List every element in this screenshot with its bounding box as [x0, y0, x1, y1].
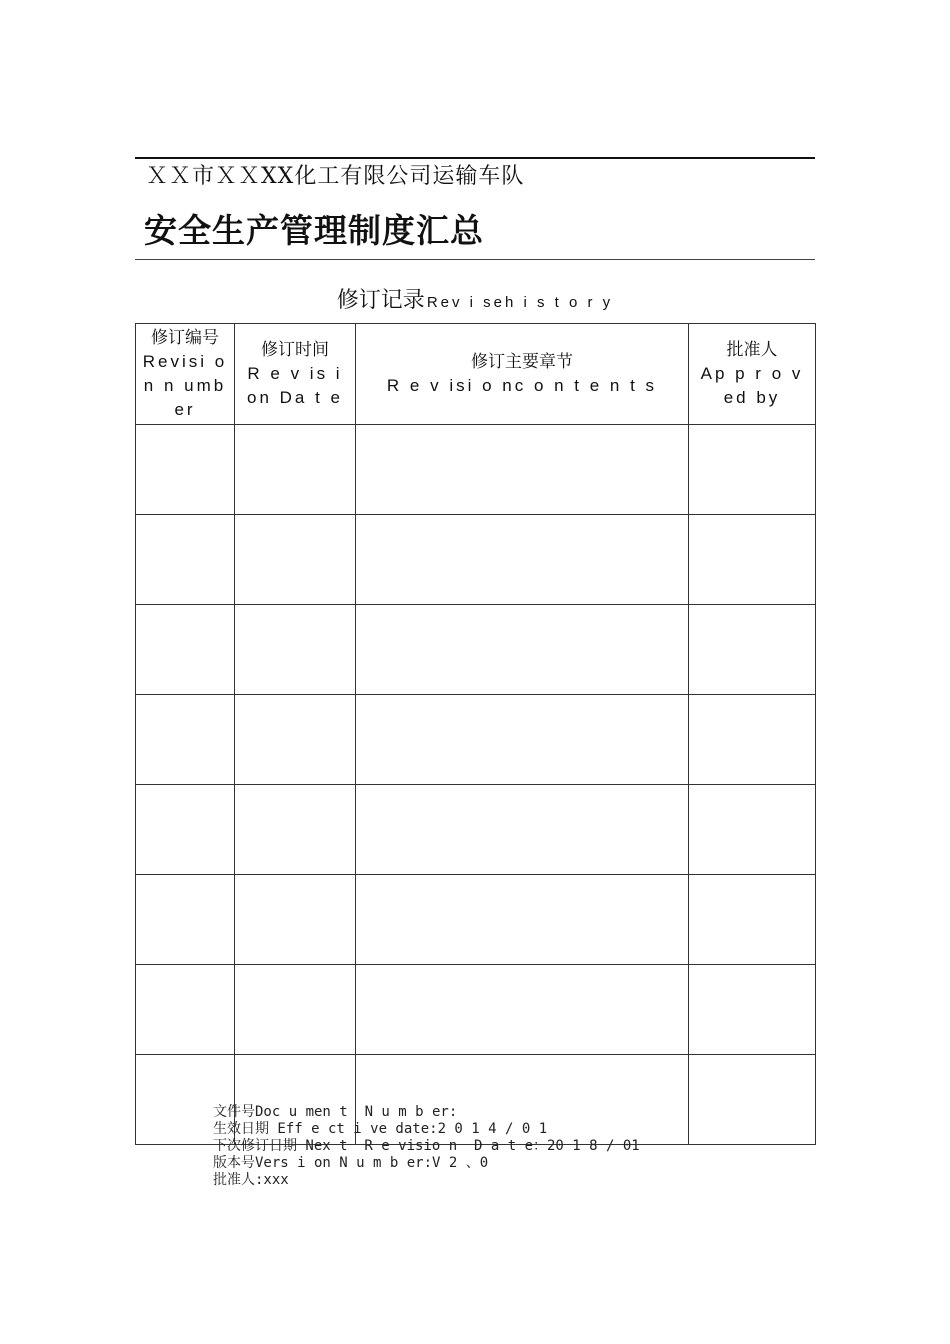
table-cell — [235, 695, 356, 785]
table-cell — [136, 425, 235, 515]
header-approved-by-cn: 批准人 — [726, 340, 778, 360]
header-revision-contents — [356, 324, 689, 425]
header-revision-contents-cn: 修订主要章节 — [471, 352, 573, 372]
table-row — [136, 875, 816, 965]
table-cell — [689, 965, 816, 1055]
table-cell — [689, 695, 816, 785]
table-cell — [136, 965, 235, 1055]
table-row — [136, 425, 816, 515]
table-cell — [136, 785, 235, 875]
header-revision-date-en: R e v is i on Da t e — [247, 364, 343, 407]
document-info-block — [213, 1104, 640, 1189]
header-revision-date-cn: 修订时间 — [261, 340, 329, 360]
table-row — [136, 785, 816, 875]
header-approved-by — [689, 324, 816, 425]
effective-date-line: 生效日期 Eff e ct i ve date:2 0 1 4 / 0 1 — [213, 1121, 548, 1137]
table-cell — [689, 1055, 816, 1145]
table-cell — [689, 875, 816, 965]
header-revision-number — [136, 324, 235, 425]
table-cell — [356, 515, 689, 605]
table-cell — [356, 425, 689, 515]
header-approved-by-en: Ap p r o v ed by — [700, 364, 804, 407]
table-cell — [356, 695, 689, 785]
table-cell — [136, 605, 235, 695]
table-row — [136, 965, 816, 1055]
table-cell — [689, 605, 816, 695]
table-row — [136, 695, 816, 785]
header-revision-contents-en: R e v isi o nc o n t e n t s — [386, 376, 658, 395]
table-cell — [356, 785, 689, 875]
document-title: 安全生产管理制度汇总 — [144, 211, 484, 250]
table-row — [136, 605, 816, 695]
table-cell — [235, 965, 356, 1055]
table-cell — [235, 875, 356, 965]
revision-heading-en: Rev i seh i s t o r y — [426, 294, 614, 311]
table-cell — [689, 515, 816, 605]
revision-table — [135, 323, 816, 1145]
table-cell — [689, 785, 816, 875]
document-number-line: 文件号Doc u men t N u m b er: — [213, 1104, 458, 1120]
revision-heading-cn: 修订记录 — [336, 288, 425, 313]
table-cell — [356, 875, 689, 965]
next-revision-date-line: 下次修订日期 Nex t R e visio n D a t e：20 1 8 / 01 — [213, 1138, 640, 1154]
version-number-line: 版本号Vers i on N u m b er:V 2 、0 — [213, 1155, 489, 1171]
header-bottom-rule — [135, 259, 815, 260]
table-cell — [689, 425, 816, 515]
table-cell — [235, 515, 356, 605]
table-cell — [356, 605, 689, 695]
table-cell — [235, 605, 356, 695]
revision-history-heading — [0, 283, 950, 314]
company-name: ＸＸ市ＸＸXX化工有限公司运输车队 — [146, 164, 525, 189]
table-cell — [136, 515, 235, 605]
table-cell — [235, 785, 356, 875]
table-cell — [136, 875, 235, 965]
table-cell — [356, 965, 689, 1055]
table-cell — [235, 425, 356, 515]
header-revision-number-en: Revisi o n n umber — [142, 352, 228, 419]
table-cell — [136, 695, 235, 785]
header-revision-number-cn: 修订编号 — [151, 328, 219, 348]
header-revision-date — [235, 324, 356, 425]
approver-line: 批准人:xxx — [213, 1172, 289, 1188]
revision-table-header-row — [136, 324, 816, 425]
table-row — [136, 515, 816, 605]
